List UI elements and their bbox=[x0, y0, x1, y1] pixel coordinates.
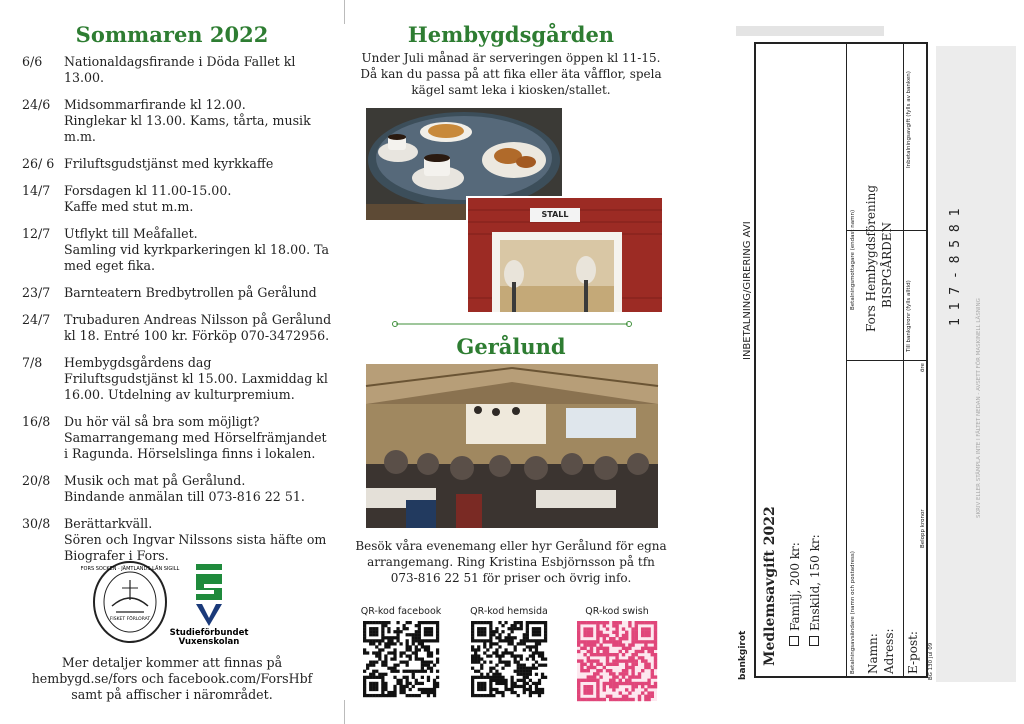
qr-hemsida-label: QR-kod hemsida bbox=[470, 606, 548, 617]
info-line: arrangemang. Ring Kristina Esbjörnsson på tfn bbox=[367, 555, 655, 569]
membership-title: Medlemsavgift 2022 bbox=[762, 506, 778, 666]
qr-swish-code[interactable] bbox=[577, 621, 657, 701]
event-item bbox=[22, 226, 332, 274]
event-text bbox=[64, 156, 332, 172]
event-line: Hembygdsgårdens dag bbox=[64, 355, 212, 370]
hembygd-panel bbox=[346, 0, 676, 724]
event-text bbox=[64, 183, 332, 215]
sv-logo bbox=[196, 564, 222, 626]
email-field[interactable]: E-post: bbox=[906, 631, 920, 674]
stall-photo bbox=[466, 196, 664, 314]
footer-line: samt på affischer i närområdet. bbox=[71, 687, 273, 702]
ore-label: öre bbox=[920, 363, 926, 372]
geralund-title: Gerålund bbox=[456, 334, 566, 359]
summer-title: Sommaren 2022 bbox=[75, 22, 269, 47]
fold-mark-top bbox=[344, 0, 345, 24]
info-line: 073-816 22 51 för priser och övrig info. bbox=[390, 571, 632, 585]
sv-name-line2: Vuxenskolan bbox=[178, 637, 240, 647]
stall-sign: STALL bbox=[541, 210, 569, 219]
option-family-checkbox[interactable] bbox=[789, 636, 799, 646]
fold-mark-bottom bbox=[344, 700, 345, 724]
bankgirot-logo: bankgirot bbox=[738, 630, 748, 680]
account-label: Till bankgironr (fylls alltid) bbox=[906, 280, 912, 352]
recipient-city: BISPGÅRDEN bbox=[880, 221, 894, 308]
event-date: 26/ 6 bbox=[22, 156, 55, 171]
event-item bbox=[22, 473, 332, 505]
event-date: 30/8 bbox=[22, 516, 51, 531]
logos bbox=[80, 560, 292, 647]
footer-line: hembygd.se/fors och facebook.com/ForsHbf bbox=[31, 671, 313, 686]
intro-line: kägel samt leka i kiosken/stallet. bbox=[411, 83, 611, 97]
event-date: 7/8 bbox=[22, 355, 43, 370]
event-item bbox=[22, 516, 332, 564]
option-family[interactable] bbox=[788, 542, 802, 646]
info-line: Besök våra evenemang eller hyr Gerålund för egna bbox=[355, 539, 667, 553]
event-date: 23/7 bbox=[22, 285, 51, 300]
option-single[interactable] bbox=[808, 534, 822, 646]
event-line: Forsdagen kl 11.00-15.00. bbox=[64, 183, 232, 198]
recipient-name: Fors Hembygdsförening bbox=[864, 184, 878, 332]
event-text bbox=[64, 97, 332, 145]
event-line: Sören och Ingvar Nilssons sista häfte om Biografer i Fors. bbox=[64, 532, 327, 563]
giro-form bbox=[740, 40, 1016, 688]
event-line: Du hör väl så bra som möjligt? bbox=[64, 414, 260, 429]
purpose-label: Inbetalningsavgift (fylls av banken) bbox=[906, 71, 912, 168]
recipient-label: Betalningsmottagare (endast namn) bbox=[850, 209, 856, 310]
event-item bbox=[22, 54, 332, 86]
account-number: 1 1 7 - 8 5 8 1 bbox=[948, 208, 963, 326]
giro-header: INBETALNING/GIRERING AVI bbox=[742, 221, 753, 360]
event-date: 14/7 bbox=[22, 183, 51, 198]
event-line: Friluftsgudstjänst med kyrkkaffe bbox=[64, 156, 274, 171]
form-code: BG 130 jul 09 bbox=[928, 642, 934, 680]
form-amount-line bbox=[903, 42, 904, 678]
event-text bbox=[64, 355, 332, 403]
event-line: Nationaldagsfirande i Döda Fallet kl 13.00. bbox=[64, 54, 296, 85]
event-text bbox=[64, 285, 332, 301]
form-section-line2 bbox=[846, 360, 928, 361]
event-item bbox=[22, 156, 332, 172]
event-item bbox=[22, 183, 332, 215]
geralund-info bbox=[346, 538, 676, 586]
event-item bbox=[22, 97, 332, 145]
amount-label: Belopp kronor bbox=[920, 509, 926, 548]
event-line: Bindande anmälan till 073-816 22 51. bbox=[64, 489, 305, 504]
option-family-label: Familj, 200 kr: bbox=[788, 542, 802, 631]
qr-hemsida[interactable] bbox=[464, 606, 554, 700]
option-single-checkbox[interactable] bbox=[809, 636, 819, 646]
geralund-hall-photo bbox=[366, 364, 658, 528]
event-item bbox=[22, 285, 332, 301]
event-line: Samarrangemang med Hörselfrämjandet i Ragunda. Hörselslinga finns i lokalen. bbox=[64, 430, 327, 461]
event-line: Barnteatern Bredbytrollen på Gerålund bbox=[64, 285, 317, 300]
intro-line: Under Juli månad är serveringen öppen kl 11-15. bbox=[361, 51, 661, 65]
event-item bbox=[22, 312, 332, 344]
event-item bbox=[22, 414, 332, 462]
event-text bbox=[64, 516, 332, 564]
event-line: Friluftsgudstjänst kl 15.00. Laxmiddag kl 16.00. Utdelning av kulturpremium. bbox=[64, 371, 328, 402]
intro-line: Då kan du passa på att fika eller äta våfflor, spela bbox=[360, 67, 662, 81]
event-line: Midsommarfirande kl 12.00. bbox=[64, 97, 246, 112]
qr-swish[interactable] bbox=[572, 606, 662, 704]
hembygd-title: Hembygdsgården bbox=[407, 22, 615, 47]
form-top-strip bbox=[736, 26, 884, 36]
seal-inner-text: FISKET FÖRLORAT bbox=[109, 617, 151, 622]
event-text bbox=[64, 226, 332, 274]
event-date: 16/8 bbox=[22, 414, 51, 429]
event-date: 24/6 bbox=[22, 97, 51, 112]
margin-note: SKRIV ELLER STÄMPLA INTE I FÄLTET NEDAN - AVSETT FÖR MASKINELL LÄSNING bbox=[976, 298, 982, 518]
qr-hemsida-code[interactable] bbox=[471, 621, 547, 697]
summer-footer bbox=[0, 655, 344, 703]
fors-seal-logo bbox=[80, 560, 292, 647]
event-date: 12/7 bbox=[22, 226, 51, 241]
event-line: Utflykt till Meåfallet. bbox=[64, 226, 198, 241]
event-text bbox=[64, 414, 332, 462]
hembygd-intro bbox=[346, 50, 676, 98]
event-text bbox=[64, 473, 332, 505]
event-text bbox=[64, 312, 332, 344]
name-field[interactable]: Namn: bbox=[866, 633, 880, 674]
option-single-label: Enskild, 150 kr: bbox=[808, 534, 822, 631]
qr-facebook-code[interactable] bbox=[363, 621, 439, 697]
event-date: 20/8 bbox=[22, 473, 51, 488]
seal-ring-text: FORS SOCKEN · JÄMTLANDS LÄN SIGILL bbox=[80, 566, 180, 572]
qr-facebook[interactable] bbox=[356, 606, 446, 700]
event-line: Kaffe med stut m.m. bbox=[64, 199, 194, 214]
event-line: Trubaduren Andreas Nilsson på Gerålund kl 18. Entré 100 kr. Förköp 070-3472956. bbox=[64, 312, 332, 343]
event-line: Musik och mat på Gerålund. bbox=[64, 473, 246, 488]
qr-swish-label: QR-kod swish bbox=[585, 606, 649, 617]
footer-line: Mer detaljer kommer att finnas på bbox=[61, 655, 283, 670]
event-date: 24/7 bbox=[22, 312, 51, 327]
event-line: Berättarkväll. bbox=[64, 516, 153, 531]
event-line: Ringlekar kl 13.00. Kams, tårta, musik m.m. bbox=[64, 113, 311, 144]
sender-label: Betalningsavsändare (namn och postadress) bbox=[850, 551, 856, 674]
sv-name-line1: Studieförbundet bbox=[169, 628, 249, 638]
qr-facebook-label: QR-kod facebook bbox=[360, 606, 442, 617]
section-divider bbox=[392, 321, 632, 327]
address-field[interactable]: Adress: bbox=[882, 628, 896, 674]
event-line: Samling vid kyrkparkeringen kl 18.00. Ta med eget fika. bbox=[64, 242, 330, 273]
summer-panel bbox=[0, 0, 344, 724]
event-item bbox=[22, 355, 332, 403]
event-date: 6/6 bbox=[22, 54, 43, 69]
event-text bbox=[64, 54, 332, 86]
event-list bbox=[22, 54, 332, 575]
